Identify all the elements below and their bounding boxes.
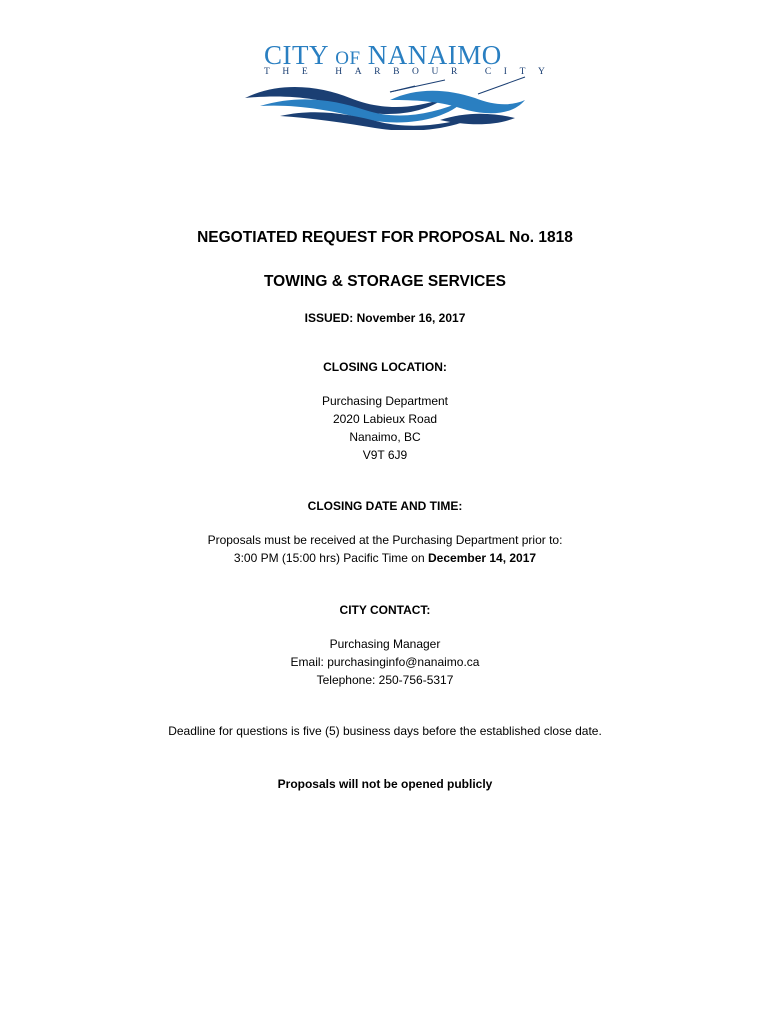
- city-contact-heading: CITY CONTACT:: [339, 603, 431, 617]
- closing-date-value: December 14, 2017: [428, 551, 537, 565]
- opening-note: Proposals will not be opened publicly: [277, 777, 493, 791]
- contact-name: Purchasing Manager: [329, 637, 441, 651]
- logo-tagline: THE HARBOUR CITY: [264, 67, 558, 77]
- address-line-2: 2020 Labieux Road: [332, 412, 438, 426]
- issued-date: ISSUED: November 16, 2017: [304, 311, 466, 325]
- closing-time-prefix: 3:00 PM (15:00 hrs) Pacific Time on: [233, 551, 428, 565]
- address-line-1: Purchasing Department: [321, 394, 449, 408]
- questions-deadline: Deadline for questions is five (5) business days before the established close date.: [168, 724, 602, 738]
- closing-text-line-1: Proposals must be received at the Purchasing Department prior to:: [207, 533, 563, 547]
- document-subtitle: TOWING & STORAGE SERVICES: [263, 273, 506, 290]
- logo-name-word: NANAIMO: [367, 40, 502, 70]
- city-of-nanaimo-logo: [240, 40, 558, 130]
- document-title: NEGOTIATED REQUEST FOR PROPOSAL No. 1818: [197, 229, 573, 246]
- contact-email: Email: purchasinginfo@nanaimo.ca: [290, 655, 480, 669]
- closing-date-heading: CLOSING DATE AND TIME:: [307, 499, 463, 513]
- closing-location-heading: CLOSING LOCATION:: [323, 360, 447, 374]
- logo-city-word: CITY: [264, 40, 328, 70]
- logo-of-word: OF: [335, 48, 361, 69]
- address-line-4: V9T 6J9: [362, 448, 408, 462]
- address-line-3: Nanaimo, BC: [349, 430, 421, 444]
- closing-time-line: [0, 551, 770, 565]
- contact-phone: Telephone: 250-756-5317: [316, 673, 454, 687]
- logo-waves-icon: [240, 76, 530, 130]
